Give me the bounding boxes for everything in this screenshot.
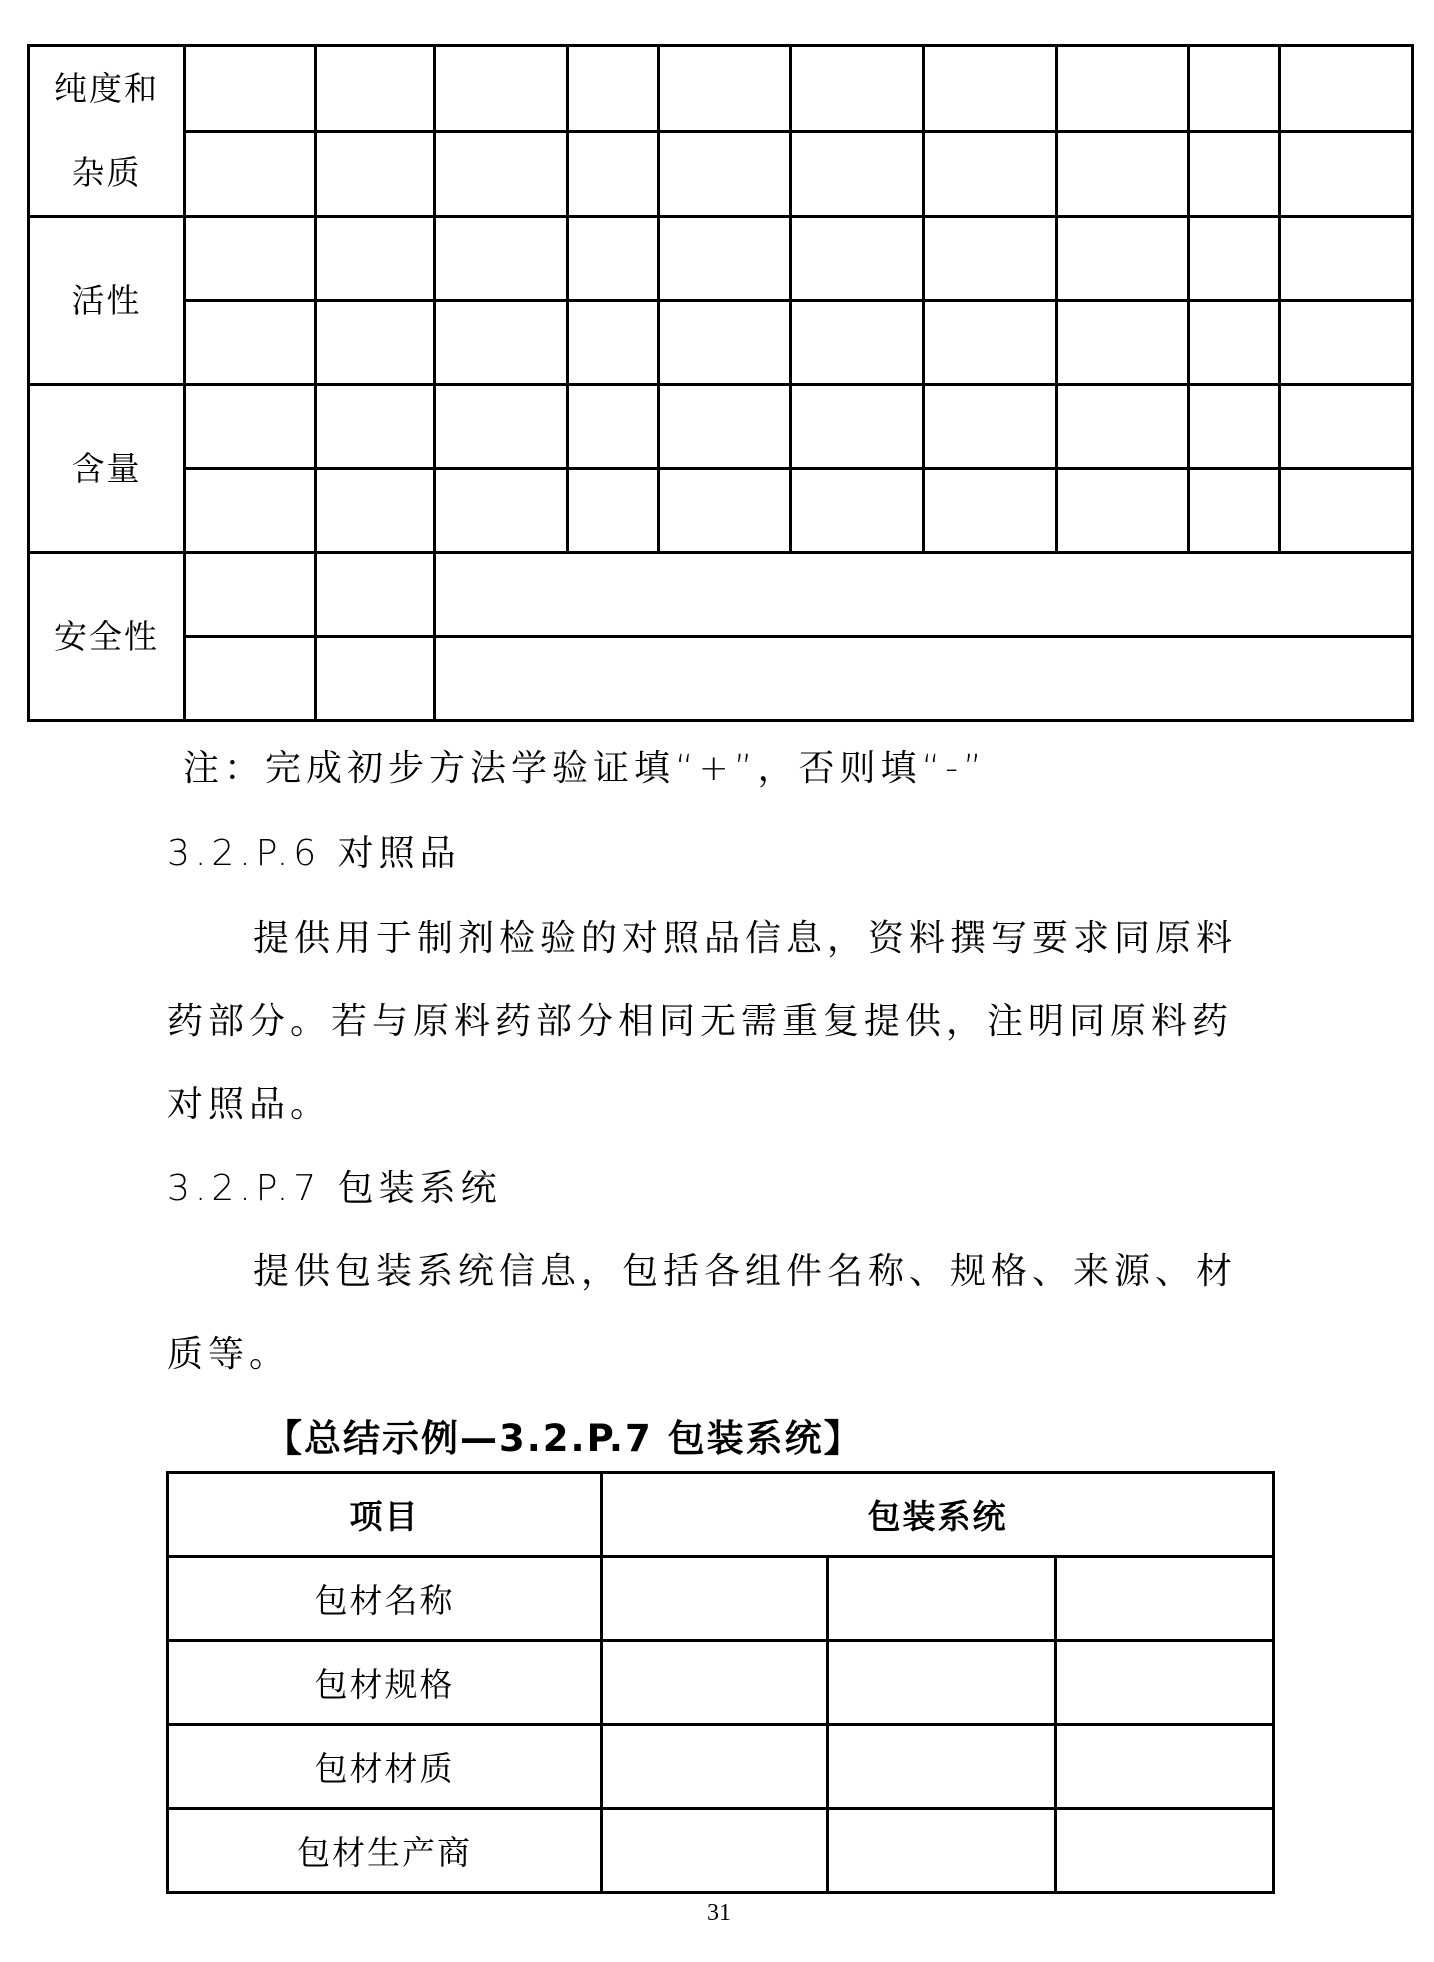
empty-cell[interactable] — [924, 46, 1057, 132]
empty-cell[interactable] — [659, 46, 791, 132]
empty-cell[interactable] — [1189, 469, 1280, 553]
empty-cell[interactable] — [924, 385, 1057, 469]
header-packaging-system: 包装系统 — [602, 1473, 1274, 1557]
row-group-label-line: 含量 — [71, 448, 142, 488]
empty-cell[interactable] — [568, 301, 659, 385]
row-group-label-line: 安全性 — [54, 616, 159, 656]
empty-cell[interactable] — [1280, 46, 1413, 132]
empty-cell[interactable] — [602, 1725, 828, 1809]
empty-cell[interactable] — [602, 1809, 828, 1893]
empty-cell[interactable] — [791, 385, 924, 469]
row-group-label-line: 杂质 — [71, 153, 142, 192]
row-group-label — [29, 46, 185, 217]
empty-cell[interactable] — [828, 1725, 1056, 1809]
section-heading-p6-text: 3.2.P.6 对照品 — [167, 833, 461, 874]
empty-cell[interactable] — [1057, 469, 1189, 553]
empty-cell[interactable] — [185, 131, 316, 217]
empty-cell[interactable] — [602, 1641, 828, 1725]
table-row — [168, 1557, 1274, 1641]
empty-cell[interactable] — [791, 217, 924, 301]
empty-cell[interactable] — [185, 637, 316, 721]
empty-cell[interactable] — [316, 301, 435, 385]
empty-cell[interactable] — [602, 1557, 828, 1641]
empty-cell[interactable] — [1189, 46, 1280, 132]
empty-cell[interactable] — [568, 217, 659, 301]
empty-cell[interactable] — [659, 217, 791, 301]
empty-cell[interactable] — [1056, 1725, 1274, 1809]
empty-cell[interactable] — [435, 131, 568, 217]
empty-cell[interactable] — [1189, 217, 1280, 301]
empty-cell[interactable] — [828, 1557, 1056, 1641]
empty-cell[interactable] — [1189, 131, 1280, 217]
empty-cell[interactable] — [791, 131, 924, 217]
empty-cell[interactable] — [659, 469, 791, 553]
empty-cell[interactable] — [316, 217, 435, 301]
empty-cell[interactable] — [924, 131, 1057, 217]
empty-cell[interactable] — [1189, 301, 1280, 385]
empty-cell[interactable] — [828, 1641, 1056, 1725]
empty-cell[interactable] — [1280, 469, 1413, 553]
empty-cell[interactable] — [435, 385, 568, 469]
row-group-label — [29, 385, 185, 553]
table-row — [29, 301, 1413, 385]
empty-cell[interactable] — [185, 469, 316, 553]
empty-cell[interactable] — [185, 553, 316, 637]
row-group-label-line: 活性 — [71, 280, 142, 320]
empty-cell[interactable] — [791, 301, 924, 385]
empty-cell[interactable] — [316, 385, 435, 469]
table-row — [29, 217, 1413, 301]
row-label: 包材生产商 — [168, 1809, 602, 1893]
empty-cell[interactable] — [1280, 385, 1413, 469]
p6-paragraph-line-2: 药部分。若与原料药部分相同无需重复提供，注明同原料药 — [167, 1001, 1234, 1042]
empty-cell[interactable] — [1056, 1557, 1274, 1641]
table-row — [168, 1809, 1274, 1893]
empty-cell[interactable] — [1057, 301, 1189, 385]
table-row — [29, 131, 1413, 217]
empty-cell[interactable] — [791, 469, 924, 553]
table-row — [29, 385, 1413, 469]
table-header-row — [168, 1473, 1274, 1557]
table-row — [29, 553, 1413, 637]
empty-cell[interactable] — [1057, 131, 1189, 217]
empty-cell[interactable] — [435, 217, 568, 301]
table-row — [168, 1725, 1274, 1809]
merged-empty-cell[interactable] — [435, 553, 1413, 637]
empty-cell[interactable] — [316, 553, 435, 637]
table-row — [29, 46, 1413, 132]
empty-cell[interactable] — [435, 46, 568, 132]
row-group-label-line: 纯度和 — [54, 69, 159, 108]
row-label: 包材名称 — [168, 1557, 602, 1641]
row-group-label — [29, 553, 185, 721]
table-row — [29, 637, 1413, 721]
row-label: 包材材质 — [168, 1725, 602, 1809]
empty-cell[interactable] — [185, 301, 316, 385]
empty-cell[interactable] — [1189, 385, 1280, 469]
empty-cell[interactable] — [1057, 46, 1189, 132]
empty-cell[interactable] — [316, 637, 435, 721]
empty-cell[interactable] — [828, 1809, 1056, 1893]
empty-cell[interactable] — [568, 469, 659, 553]
empty-cell[interactable] — [185, 385, 316, 469]
empty-cell[interactable] — [185, 46, 316, 132]
empty-cell[interactable] — [659, 131, 791, 217]
p7-paragraph-line-2: 质等。 — [167, 1334, 291, 1375]
table-note: 注：完成初步方法学验证填“+”，否则填“-” — [183, 748, 987, 789]
packaging-system-table — [166, 1471, 1275, 1894]
empty-cell[interactable] — [791, 46, 924, 132]
summary-example-caption: 【总结示例—3.2.P.7 包装系统】 — [265, 1417, 863, 1460]
row-group-label — [29, 217, 185, 385]
empty-cell[interactable] — [1056, 1641, 1274, 1725]
empty-cell[interactable] — [924, 301, 1057, 385]
empty-cell[interactable] — [568, 131, 659, 217]
empty-cell[interactable] — [316, 46, 435, 132]
method-validation-table — [27, 44, 1414, 722]
p7-paragraph-line-1: 提供包装系统信息，包括各组件名称、规格、来源、材 — [253, 1251, 1238, 1292]
row-label: 包材规格 — [168, 1641, 602, 1725]
p6-paragraph-line-1: 提供用于制剂检验的对照品信息，资料撰写要求同原料 — [253, 918, 1238, 959]
empty-cell[interactable] — [568, 385, 659, 469]
empty-cell[interactable] — [316, 469, 435, 553]
empty-cell[interactable] — [568, 46, 659, 132]
page-number: 31 — [707, 1900, 731, 1926]
empty-cell[interactable] — [316, 131, 435, 217]
empty-cell[interactable] — [1280, 217, 1413, 301]
empty-cell[interactable] — [185, 217, 316, 301]
empty-cell[interactable] — [435, 469, 568, 553]
p6-paragraph-line-3: 对照品。 — [167, 1084, 332, 1125]
empty-cell[interactable] — [435, 301, 568, 385]
empty-cell[interactable] — [1280, 131, 1413, 217]
empty-cell[interactable] — [1057, 385, 1189, 469]
empty-cell[interactable] — [924, 469, 1057, 553]
section-heading-p6 — [167, 825, 461, 876]
empty-cell[interactable] — [1057, 217, 1189, 301]
section-heading-p7: 3.2.P.7 包装系统 — [167, 1168, 502, 1209]
table-row — [29, 469, 1413, 553]
empty-cell[interactable] — [659, 301, 791, 385]
empty-cell[interactable] — [924, 217, 1057, 301]
empty-cell[interactable] — [659, 385, 791, 469]
merged-empty-cell[interactable] — [435, 637, 1413, 721]
header-item: 项目 — [168, 1473, 602, 1557]
empty-cell[interactable] — [1056, 1809, 1274, 1893]
table-row — [168, 1641, 1274, 1725]
empty-cell[interactable] — [1280, 301, 1413, 385]
